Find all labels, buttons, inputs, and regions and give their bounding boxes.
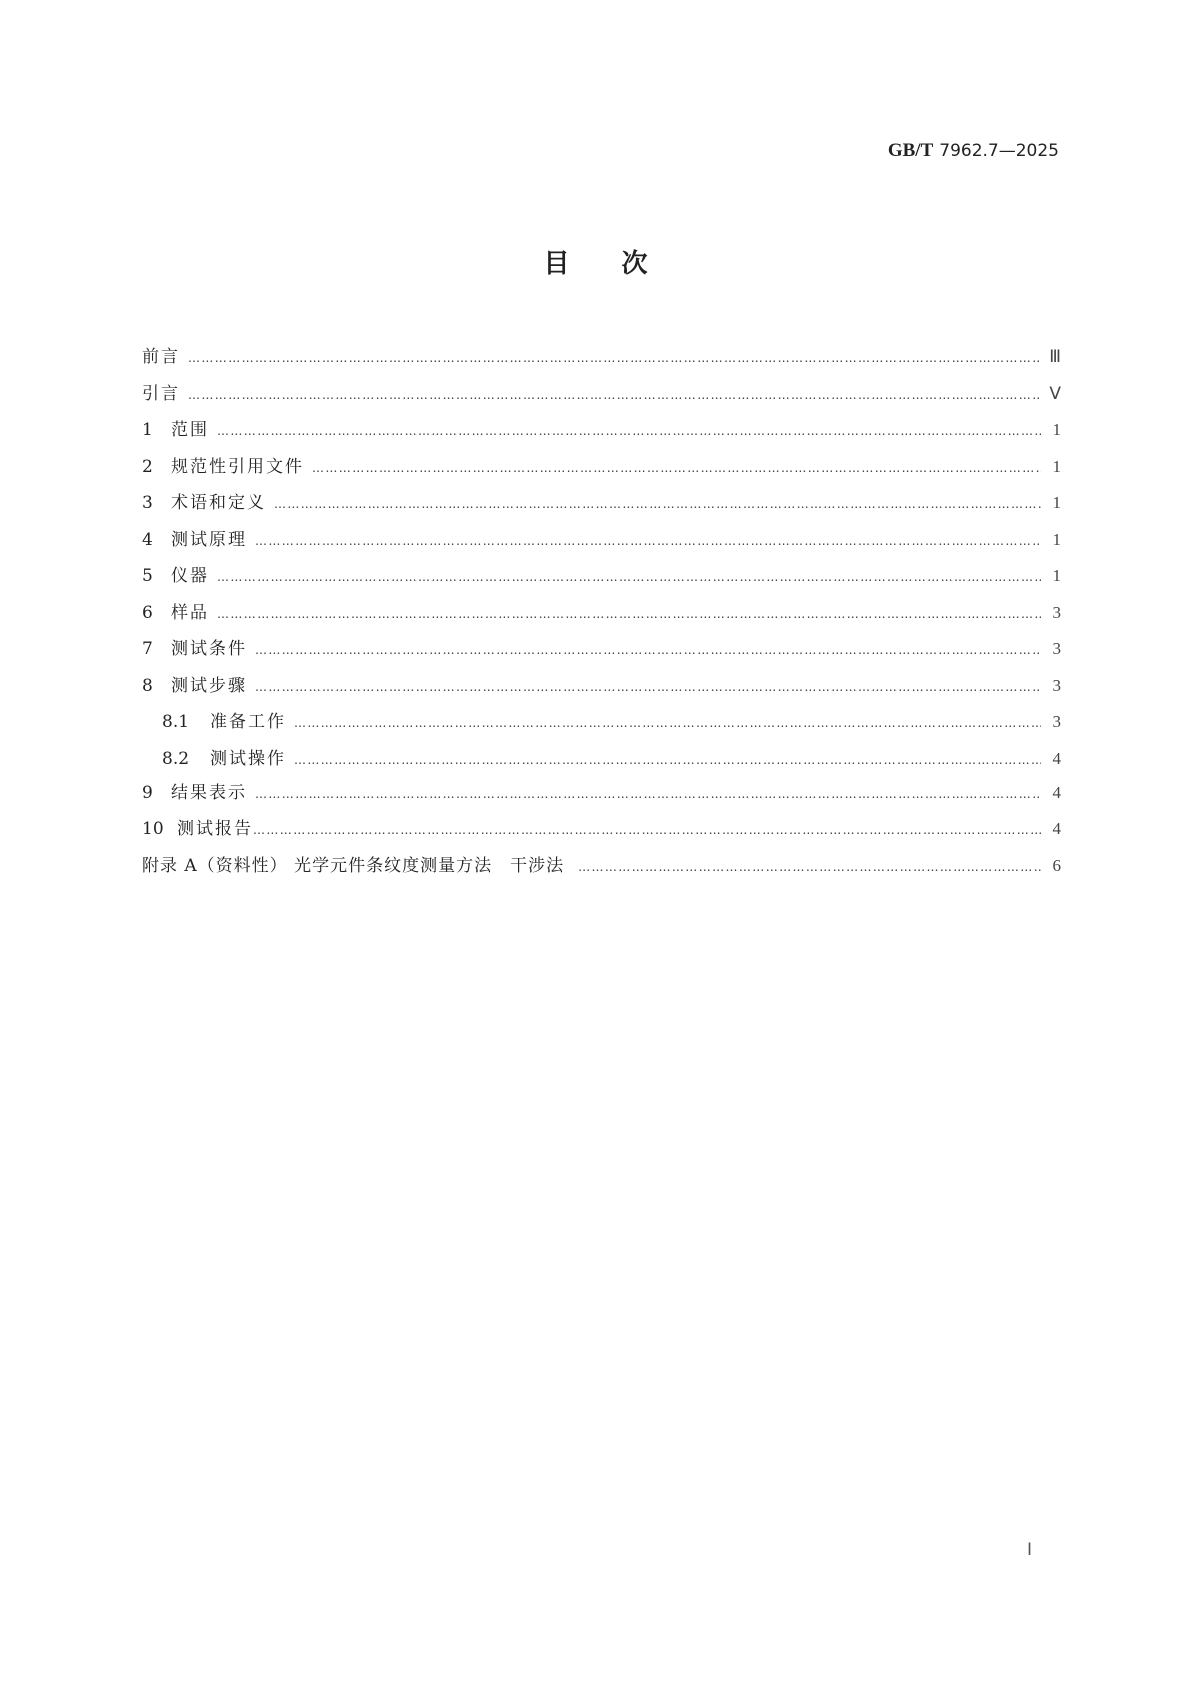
toc-page: 1	[1052, 566, 1061, 585]
toc-entry-8-1[interactable]	[142, 707, 1061, 744]
toc-page: Ⅲ	[1049, 347, 1061, 366]
toc-entry-10[interactable]	[142, 814, 1061, 851]
toc-page: 1	[1052, 456, 1061, 476]
standard-prefix: GB/T	[887, 140, 934, 161]
toc-label: 前言	[142, 347, 180, 367]
toc-label: 测试原理	[171, 529, 247, 550]
toc-entry-4[interactable]	[142, 525, 1061, 562]
standard-number: 7962.7—2025	[939, 141, 1059, 161]
toc-number: 9	[142, 782, 153, 803]
page-number: Ⅰ	[1027, 1540, 1033, 1559]
leader-dots	[294, 716, 1041, 730]
toc-page: 4	[1052, 748, 1061, 768]
toc-page: 1	[1052, 420, 1061, 439]
leader-dots	[255, 643, 1041, 657]
table-of-contents	[142, 342, 1061, 887]
toc-number: 8	[142, 675, 153, 696]
toc-page: 4	[1052, 782, 1061, 802]
toc-entry-6[interactable]	[142, 598, 1061, 635]
toc-label: 附录 A（资料性） 光学元件条纹度测量方法 干涉法	[142, 855, 565, 876]
toc-page: 4	[1052, 819, 1061, 838]
leader-dots	[188, 388, 1041, 402]
toc-page: Ⅴ	[1049, 383, 1061, 403]
toc-label: 测试报告	[177, 819, 253, 839]
toc-page: 3	[1052, 712, 1061, 731]
toc-label: 仪器	[171, 566, 209, 586]
toc-number: 6	[142, 602, 153, 623]
toc-page: 3	[1052, 675, 1061, 695]
toc-entry-8-2[interactable]	[142, 744, 1061, 778]
toc-label: 范围	[171, 420, 209, 440]
toc-entry-3[interactable]	[142, 488, 1061, 525]
page-title: 目次	[543, 249, 700, 279]
toc-entry-annex-a[interactable]	[142, 851, 1061, 888]
leader-dots	[294, 753, 1041, 767]
toc-label: 测试条件	[171, 639, 247, 659]
toc-entry-8[interactable]	[142, 671, 1061, 708]
toc-number: 1	[142, 420, 153, 440]
leader-dots	[255, 680, 1041, 694]
toc-number: 2	[142, 456, 153, 477]
toc-entry-introduction[interactable]	[142, 379, 1061, 416]
toc-label: 测试步骤	[171, 675, 247, 696]
toc-number: 3	[142, 493, 153, 513]
leader-dots	[255, 787, 1041, 801]
toc-entry-7[interactable]	[142, 634, 1061, 671]
leader-dots	[253, 823, 1041, 837]
toc-page: 3	[1052, 639, 1061, 658]
toc-label: 结果表示	[171, 782, 247, 803]
toc-number: 7	[142, 639, 153, 659]
leader-dots	[274, 497, 1041, 511]
toc-label: 引言	[142, 383, 180, 404]
toc-number: 8.1	[162, 712, 190, 732]
toc-entry-2[interactable]	[142, 452, 1061, 489]
toc-entry-9[interactable]	[142, 778, 1061, 815]
toc-entry-5[interactable]	[142, 561, 1061, 598]
leader-dots	[217, 424, 1041, 438]
toc-number: 5	[142, 566, 153, 586]
leader-dots	[217, 570, 1041, 584]
toc-page: 1	[1052, 529, 1061, 549]
standard-code	[888, 140, 1059, 162]
toc-page: 1	[1052, 493, 1061, 512]
toc-entry-1[interactable]	[142, 415, 1061, 452]
toc-label: 准备工作	[210, 712, 286, 732]
toc-label: 规范性引用文件	[171, 456, 304, 477]
toc-number: 8.2	[162, 748, 190, 769]
toc-page: 6	[1052, 855, 1061, 875]
leader-dots	[217, 607, 1041, 621]
toc-label: 测试操作	[210, 748, 286, 769]
toc-number: 10	[142, 819, 164, 839]
leader-dots	[255, 534, 1041, 548]
toc-label: 术语和定义	[171, 493, 266, 513]
toc-number: 4	[142, 529, 153, 550]
leader-dots	[188, 351, 1041, 365]
toc-label: 样品	[171, 602, 209, 623]
toc-entry-foreword[interactable]	[142, 342, 1061, 379]
toc-page: 3	[1052, 602, 1061, 622]
leader-dots	[312, 461, 1041, 475]
leader-dots	[578, 860, 1041, 874]
